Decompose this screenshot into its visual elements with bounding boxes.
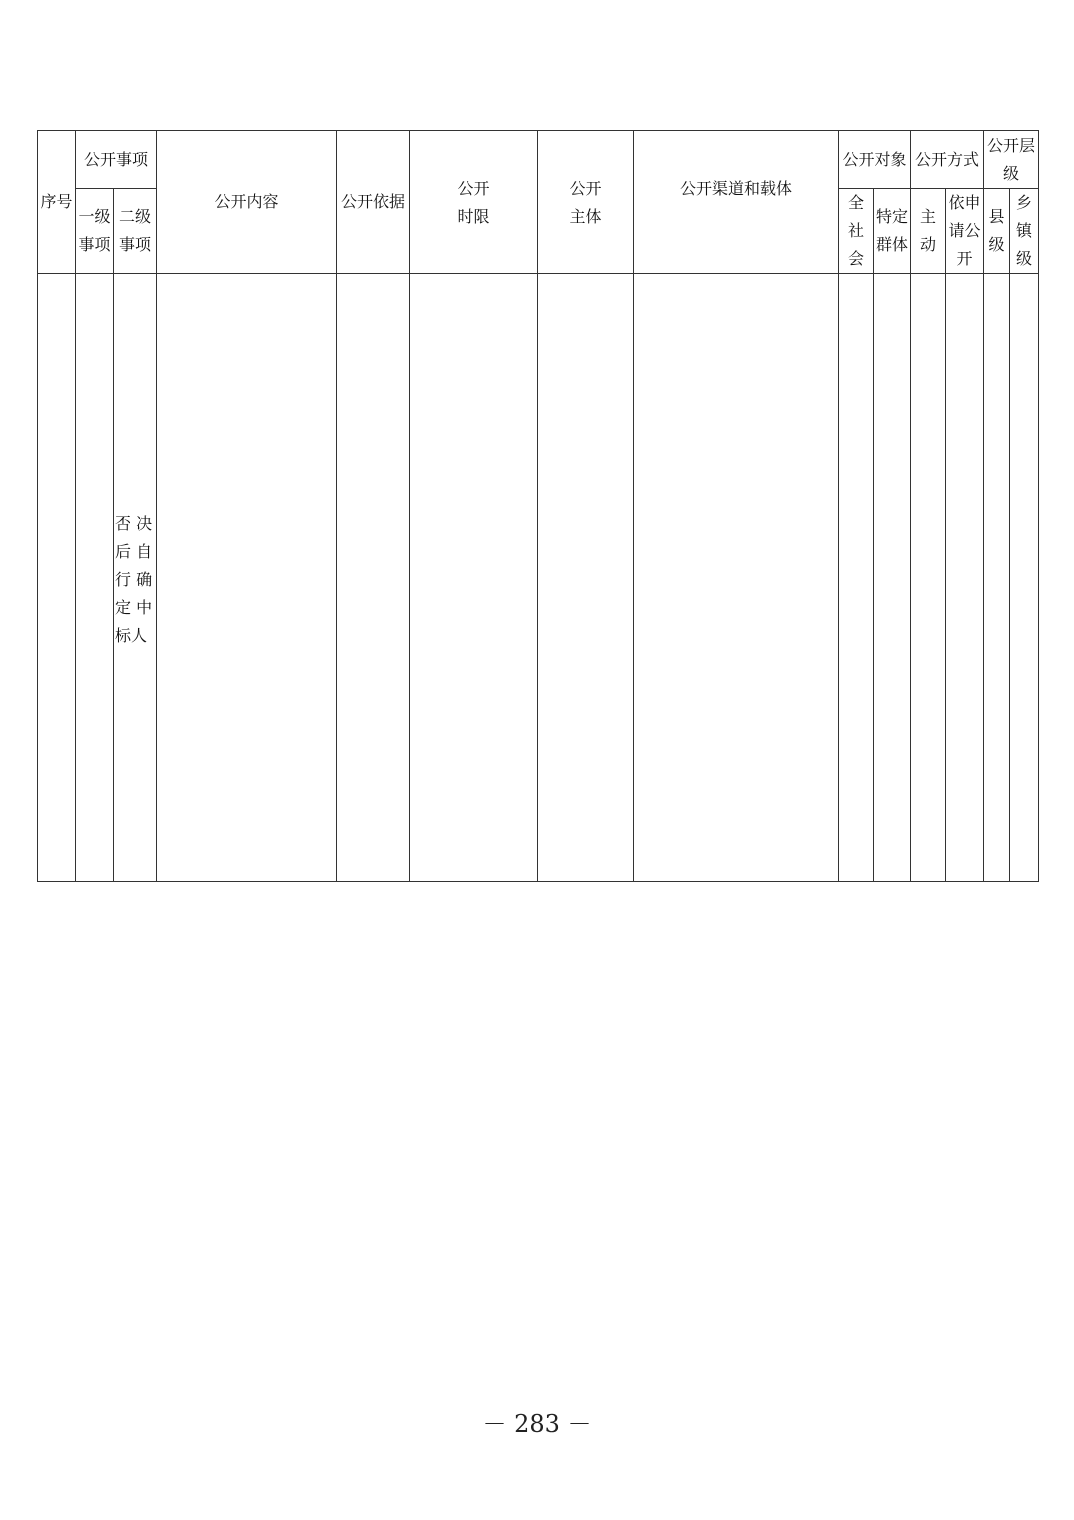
header-content: 公开内容: [157, 131, 337, 274]
header-seq: 序号: [38, 131, 76, 274]
header-township: 乡 镇 级: [1010, 189, 1039, 274]
cell-county: [984, 274, 1010, 882]
header-on-request: 依申 请公 开: [946, 189, 984, 274]
header-county: 县 级: [984, 189, 1010, 274]
header-items: 公开事项: [76, 131, 157, 189]
cell-level2: 否 决 后 自 行 确 定 中 标人: [114, 274, 157, 882]
header-audience: 公开对象: [839, 131, 911, 189]
cell-whole-society: [839, 274, 874, 882]
header-level1: 一级 事项: [76, 189, 114, 274]
cell-township: [1010, 274, 1039, 882]
header-whole-society: 全 社 会: [839, 189, 874, 274]
cell-active: [911, 274, 946, 882]
cell-subject: [538, 274, 634, 882]
header-method: 公开方式: [911, 131, 984, 189]
cell-content: [157, 274, 337, 882]
cell-time-limit: [410, 274, 538, 882]
cell-seq: [38, 274, 76, 882]
header-subject: 公开 主体: [538, 131, 634, 274]
table-row: [38, 274, 1039, 882]
header-level2: 二级 事项: [114, 189, 157, 274]
cell-specific-group: [874, 274, 911, 882]
header-specific-group: 特定 群体: [874, 189, 911, 274]
disclosure-table: [37, 130, 1039, 882]
cell-level1: [76, 274, 114, 882]
cell-on-request: [946, 274, 984, 882]
cell-basis: [337, 274, 410, 882]
page-number: － 283 －: [482, 1410, 592, 1438]
header-level: 公开层 级: [984, 131, 1039, 189]
header-channel: 公开渠道和载体: [634, 131, 839, 274]
header-time-limit: 公开 时限: [410, 131, 538, 274]
header-basis: 公开依据: [337, 131, 410, 274]
header-active: 主 动: [911, 189, 946, 274]
cell-channel: [634, 274, 839, 882]
